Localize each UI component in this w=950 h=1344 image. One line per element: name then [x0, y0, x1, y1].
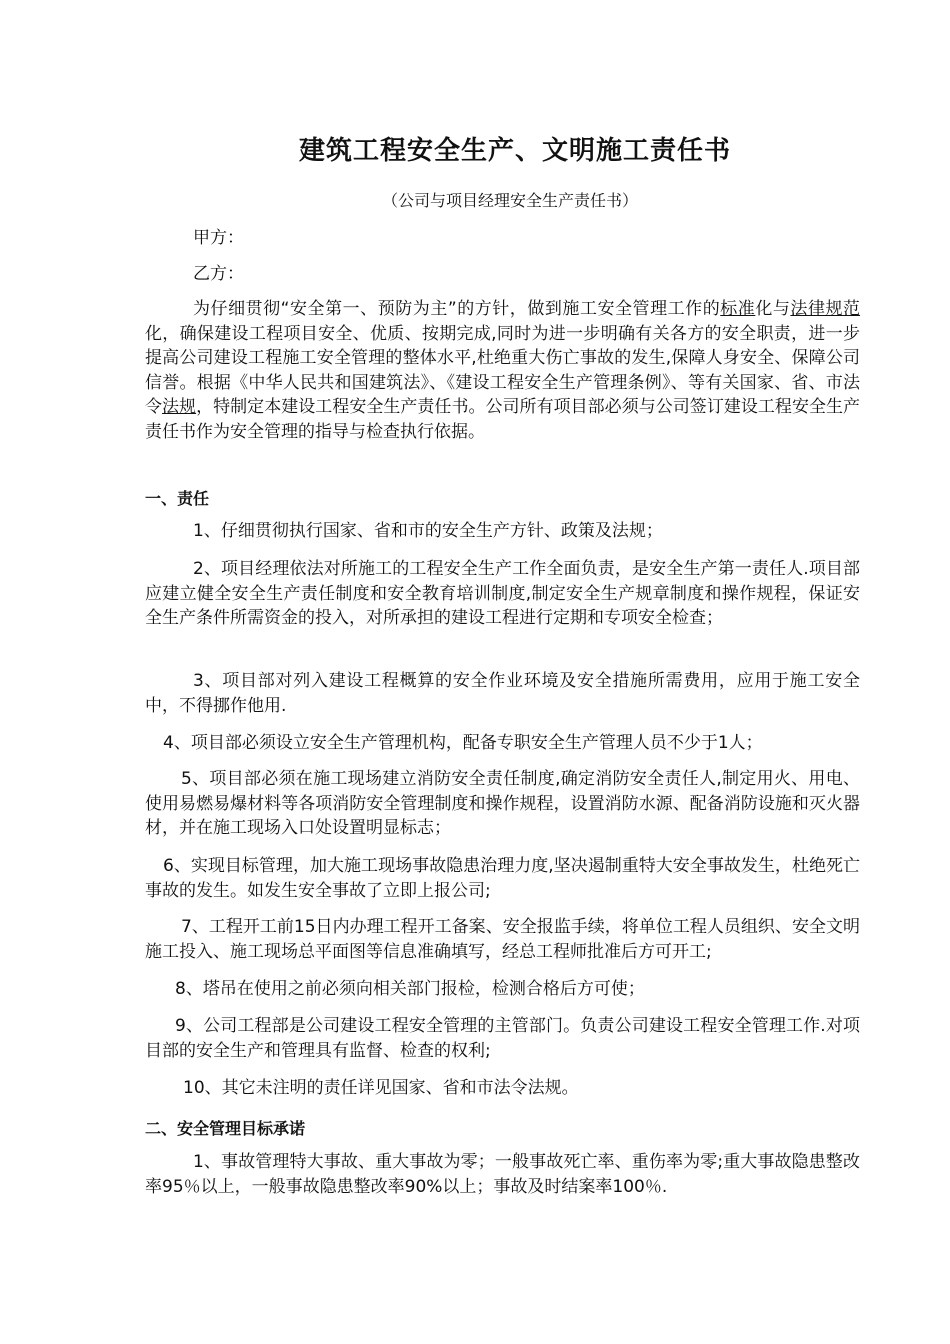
section-1-heading: 一、责任 [145, 489, 210, 508]
section-1-item-10: 10、其它未注明的责任详见国家、省和市法令法规。 [183, 1078, 579, 1098]
intro-link-law: 法律规范 [790, 299, 861, 319]
section-1-item-9: 9、公司工程部是公司建设工程安全管理的主管部门。负责公司建设工程安全管理工作.对项目部的安全生产和管理具有监督、检查的权利; [145, 1016, 860, 1061]
section-1-item-2: 2、项目经理依法对所施工的工程安全生产工作全面负责，是安全生产第一责任人.项目部应建立健全安全生产责任制度和安全教育培训制度,制定安全生产规章制度和操作规程，保证安全生产条件所需资金的投入，对所承担的建设工程进行定期和专项安全检查； [145, 559, 860, 628]
intro-link-regulation: 法规 [162, 397, 197, 417]
section-1-item-4: 4、项目部必须设立安全生产管理机构，配备专职安全生产管理人员不少于1人； [163, 733, 763, 753]
section-2-heading: 二、安全管理目标承诺 [145, 1119, 306, 1138]
intro-text-3: 化，确保建设工程项目安全、优质、按期完成,同时为进一步明确有关各方的安全职责，进一步提高公司建设工程施工安全管理的整体水平,杜绝重大伤亡事故的发生,保障人身安全、保障公司信誉。根据《中华人民共和国建筑法》、《建设工程安全生产管理条例》、等有关国家、省、市法令 [145, 323, 860, 417]
party-a-label: 甲方： [193, 228, 244, 248]
intro-text-1: 为仔细贯彻“安全第一、预防为主”的方针，做到施工安全管理工作的 [193, 299, 721, 319]
section-1-item-6: 6、实现目标管理，加大施工现场事故隐患治理力度,坚决遏制重特大安全事故发生，杜绝死亡事故的发生。如发生安全事故了立即上报公司; [145, 856, 860, 901]
intro-text-4: ，特制定本建设工程安全生产责任书。公司所有项目部必须与公司签订建设工程安全生产责任书作为安全管理的指导与检查执行依据。 [145, 397, 861, 442]
intro-text-2: 化与 [755, 299, 791, 319]
section-1-item-8: 8、塔吊在使用之前必须向相关部门报检，检测合格后方可使； [175, 979, 645, 999]
section-1-item-7: 7、工程开工前15日内办理工程开工备案、安全报监手续，将单位工程人员组织、安全文明施工投入、施工现场总平面图等信息准确填写，经总工程师批准后方可开工; [145, 917, 860, 962]
section-1-item-5: 5、项目部必须在施工现场建立消防安全责任制度,确定消防安全责任人,制定用火、用电、使用易燃易爆材料等各项消防安全管理制度和操作规程，设置消防水源、配备消防设施和灭火器材，并在施工现场入口处设置明显标志； [145, 769, 860, 838]
document-subtitle: （公司与项目经理安全生产责任书） [381, 191, 638, 210]
section-2-item-1: 1、事故管理特大事故、重大事故为零；一般事故死亡率、重伤率为零;重大事故隐患整改率95％以上，一般事故隐患整改率90%以上；事故及时结案率100％. [145, 1152, 860, 1197]
document-title: 建筑工程安全生产、文明施工责任书 [298, 136, 731, 166]
party-b-label: 乙方： [193, 264, 244, 284]
intro-link-standard: 标准 [720, 299, 756, 319]
section-1-item-1: 1、仔细贯彻执行国家、省和市的安全生产方针、政策及法规； [193, 521, 663, 541]
section-1-item-3: 3、项目部对列入建设工程概算的安全作业环境及安全措施所需费用，应用于施工安全中，不得挪作他用. [145, 671, 860, 716]
intro-paragraph [145, 297, 860, 444]
